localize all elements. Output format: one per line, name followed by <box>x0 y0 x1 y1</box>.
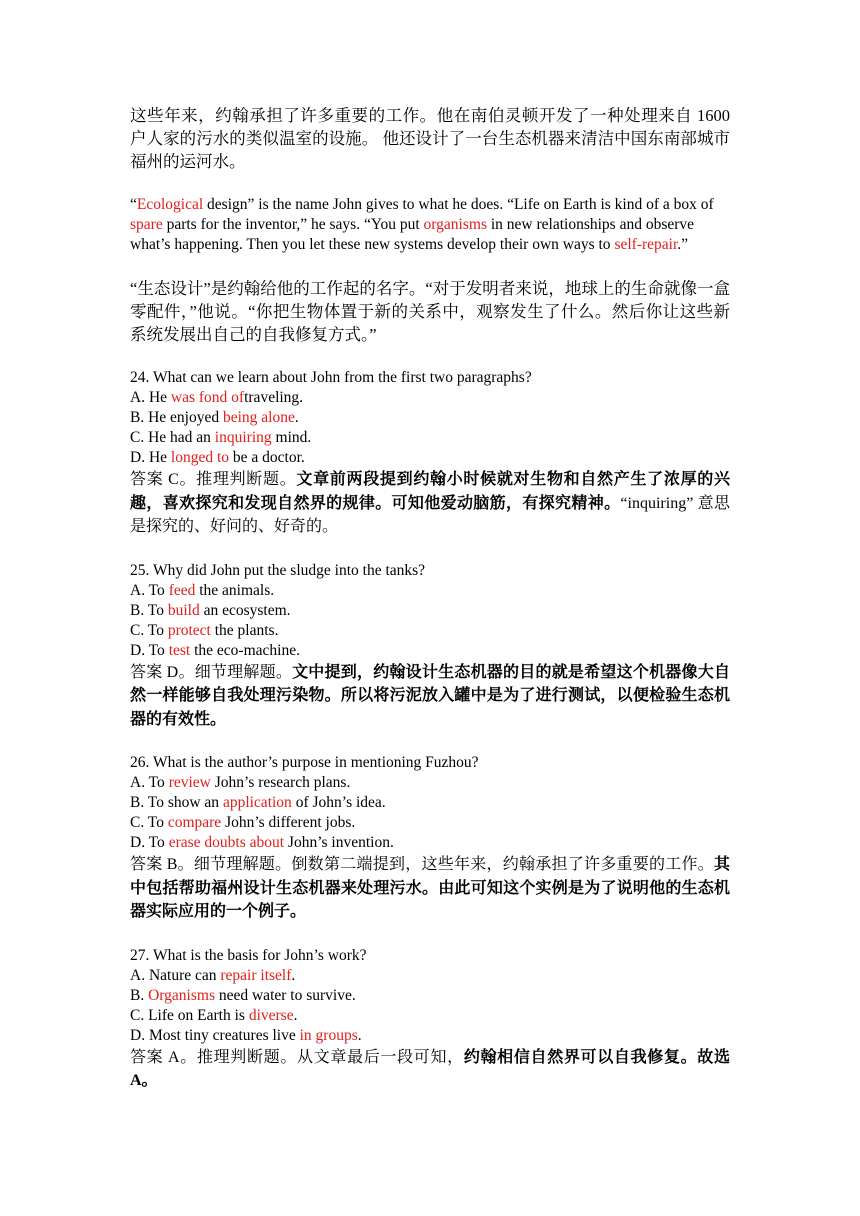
question-26 <box>130 753 730 924</box>
option-d <box>130 1026 730 1046</box>
highlighted-word: test <box>168 641 191 659</box>
option-c <box>130 428 730 448</box>
text: parts for the inventor,” he says. “You put <box>162 216 424 233</box>
option-text: D. Most tiny creatures live <box>130 1026 300 1044</box>
question-stem: 27. What is the basis for John’s work? <box>130 946 367 964</box>
option-text: B. To <box>130 601 168 619</box>
highlighted-word: organisms <box>423 216 487 233</box>
highlighted-word: review <box>168 774 211 791</box>
answer-bold-text: 约翰相信自然界可以自我修复。故选 A。 <box>130 1048 730 1089</box>
option-b <box>130 408 730 428</box>
question-stem: 26. What is the author’s purpose in mentioning Fuzhou? <box>130 754 479 771</box>
option-text: C. Life on Earth is <box>130 1006 249 1024</box>
chinese-paragraph-2: “生态设计”是约翰给他的工作起的名字。“对于发明者来说，地球上的生命就像一盒零配件，”他说。“你把生物体置于新的关系中，观察发生了什么。然后你让这些新系统发展出自己的自我修复方式。” <box>130 279 730 344</box>
option-b <box>130 986 730 1006</box>
option-text: . <box>293 1006 298 1024</box>
answer-explanation <box>130 661 730 732</box>
option-a <box>130 773 730 793</box>
answer-text: 答案 B。细节理解题。倒数第二端提到，这些年来，约翰承担了许多重要的工作。 <box>130 856 714 873</box>
answer-text: 答案 C。推理判断题。 <box>130 471 297 488</box>
option-text: of John’s idea. <box>291 794 386 811</box>
option-text: be a doctor. <box>229 449 305 466</box>
option-text: . <box>291 966 296 984</box>
text: “ <box>130 196 137 213</box>
answer-text: 答案 A。推理判断题。从文章最后一段可知， <box>130 1048 464 1066</box>
english-paragraph <box>130 195 730 255</box>
answer-text: 答案 D。细节理解题。 <box>130 663 293 681</box>
option-text: B. He enjoyed <box>130 409 223 426</box>
chinese-paragraph-1: 这些年来，约翰承担了许多重要的工作。他在南伯灵顿开发了一种处理来自 1600 户人家的污水的类似温室的设施。 他还设计了一台生态机器来清洁中国东南部城市福州的运河水。 <box>130 106 730 171</box>
option-text: D. He <box>130 449 171 466</box>
option-text: John’s invention. <box>284 834 394 851</box>
highlighted-word: erase doubts about <box>168 834 285 851</box>
option-text: B. <box>130 986 149 1004</box>
highlighted-word: in groups <box>299 1026 358 1044</box>
option-d <box>130 833 730 853</box>
text: in new relationships and observe what’s happening. Then you let these new systems develop their own ways to <box>130 216 695 253</box>
highlighted-word: compare <box>167 814 222 831</box>
document-page <box>130 104 730 1093</box>
option-text: D. To <box>130 834 169 851</box>
option-text: John’s research plans. <box>210 774 351 791</box>
highlighted-word: longed to <box>170 449 230 466</box>
question-25 <box>130 561 730 732</box>
answer-text: “inquiring” 意思是探究的、好问的、好奇的。 <box>130 494 730 535</box>
option-text: an ecosystem. <box>199 601 291 619</box>
highlighted-word: self-repair <box>614 236 678 253</box>
highlighted-word: diverse <box>248 1006 294 1024</box>
answer-bold-text: 文章前两段提到约翰小时候就对生物和自然产生了浓厚的兴趣，喜欢探究和发现自然界的规律。可知他爱动脑筋，有探究精神。 <box>130 471 730 512</box>
option-text: mind. <box>271 429 312 446</box>
highlighted-word: build <box>167 601 200 619</box>
highlighted-word: was fond of <box>170 389 245 406</box>
option-text: John’s different jobs. <box>221 814 356 831</box>
option-c <box>130 813 730 833</box>
text: design” is the name John gives to what he does. “Life on Earth is kind of a box of <box>203 196 714 213</box>
option-text: C. To <box>130 814 168 831</box>
highlighted-word: spare <box>130 216 163 233</box>
option-text: . <box>294 409 299 426</box>
option-a <box>130 581 730 601</box>
question-24 <box>130 368 730 539</box>
highlighted-word: protect <box>167 621 211 639</box>
option-c <box>130 1006 730 1026</box>
highlighted-word: application <box>222 794 292 811</box>
highlighted-word: Ecological <box>136 196 204 213</box>
answer-bold-text: 文中提到，约翰设计生态机器的目的就是希望这个机器像大自然一样能够自我处理污染物。所以将污泥放入罐中是为了进行测试，以便检验生态机器的有效性。 <box>130 663 730 728</box>
option-text: the animals. <box>195 581 275 599</box>
option-text: need water to survive. <box>214 986 356 1004</box>
highlighted-word: inquiring <box>214 429 272 446</box>
option-d <box>130 448 730 468</box>
option-text: A. To <box>130 774 169 791</box>
option-text: A. To <box>130 581 169 599</box>
option-text: A. Nature can <box>130 966 221 984</box>
option-text: the eco-machine. <box>190 641 300 659</box>
highlighted-word: repair itself <box>220 966 292 984</box>
option-text: B. To show an <box>130 794 223 811</box>
option-d <box>130 641 730 661</box>
answer-explanation <box>130 1046 730 1093</box>
highlighted-word: being alone <box>222 409 295 426</box>
question-stem: 25. Why did John put the sludge into the tanks? <box>130 561 426 579</box>
option-text: . <box>357 1026 362 1044</box>
text: .” <box>677 236 689 253</box>
option-b <box>130 793 730 813</box>
answer-explanation <box>130 468 730 539</box>
answer-bold-text: 其中包括帮助福州设计生态机器来处理污水。由此可知这个实例是为了说明他的生态机器实际应用的一个例子。 <box>130 856 730 920</box>
option-c <box>130 621 730 641</box>
question-stem: 24. What can we learn about John from the first two paragraphs? <box>130 369 532 386</box>
option-a <box>130 966 730 986</box>
answer-explanation <box>130 853 730 924</box>
question-27 <box>130 946 730 1093</box>
option-text: traveling. <box>244 389 304 406</box>
option-text: A. He <box>130 389 171 406</box>
highlighted-word: Organisms <box>148 986 215 1004</box>
option-b <box>130 601 730 621</box>
option-text: the plants. <box>210 621 279 639</box>
option-a <box>130 388 730 408</box>
option-text: C. He had an <box>130 429 215 446</box>
option-text: C. To <box>130 621 168 639</box>
highlighted-word: feed <box>168 581 196 599</box>
option-text: D. To <box>130 641 169 659</box>
